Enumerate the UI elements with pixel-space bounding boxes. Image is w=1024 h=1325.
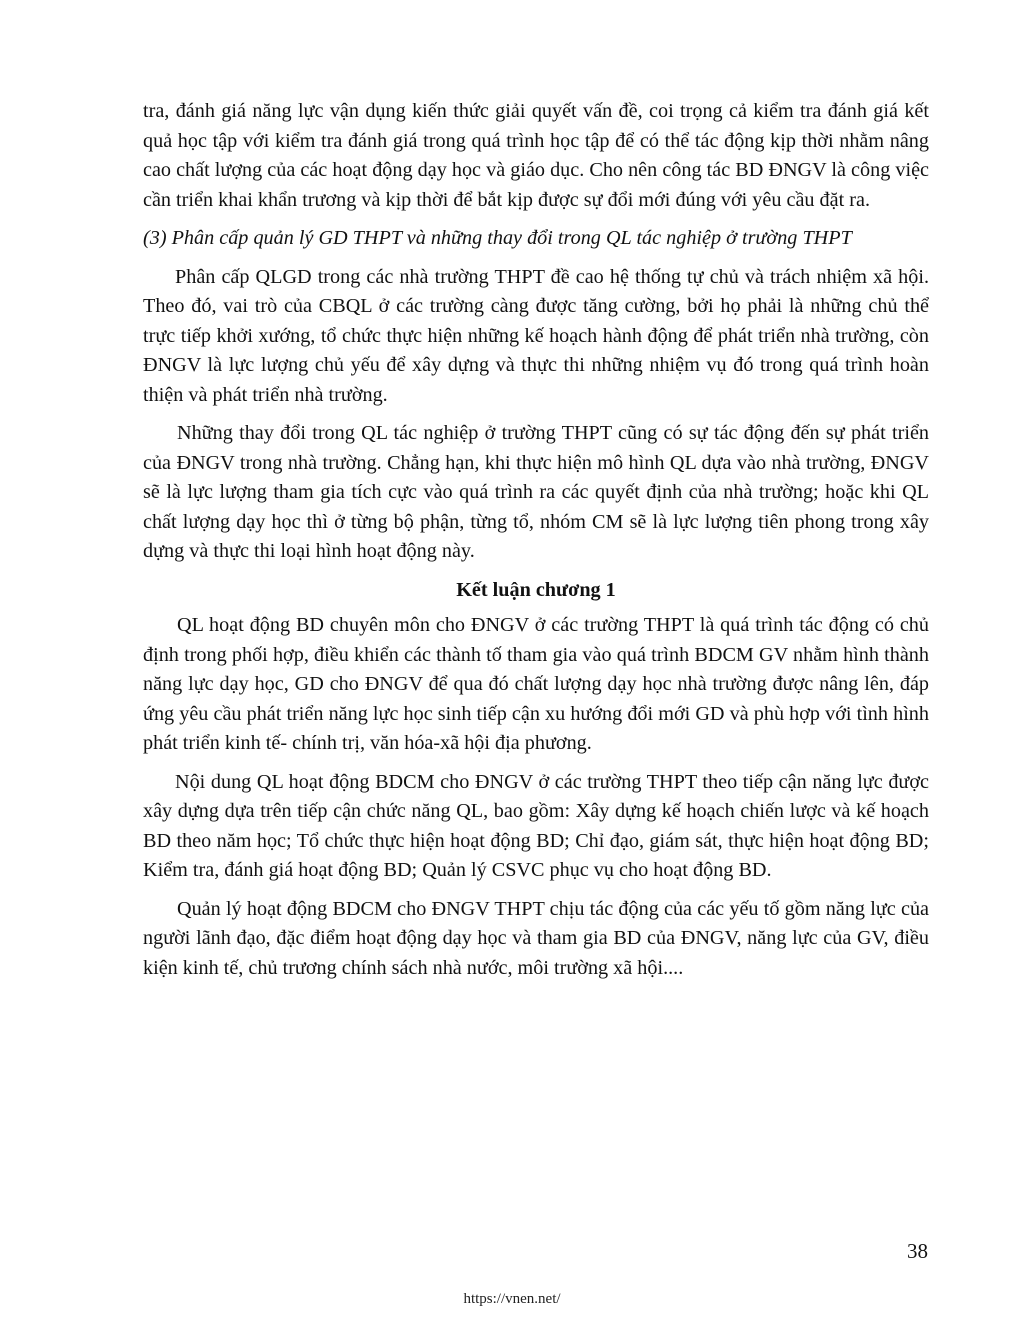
footer-url: https://vnen.net/ bbox=[463, 1291, 561, 1307]
paragraph-changes: Những thay đổi trong QL tác nghiệp ở trường THPT cũng có sự tác động đến sự phát triển của ĐNGV trong nhà trường. Chẳng hạn, khi thực hiện mô hình QL dựa vào nhà trường, ĐNGV sẽ là lực lượng tham gia tích cực vào quá trình ra các quyết định của nhà trường; hoặc khi QL chất lượng dạy học thì ở từng bộ phận, từng tổ, nhóm CM sẽ là lực lượng tiên phong trong xây dựng và thực thi loại hình hoạt động này. bbox=[143, 422, 929, 562]
subsection-heading: (3) Phân cấp quản lý GD THPT và những thay đổi trong QL tác nghiệp ở trường THPT bbox=[143, 227, 852, 249]
paragraph-conclusion-2: Nội dung QL hoạt động BDCM cho ĐNGV ở các trường THPT theo tiếp cận năng lực được xây dựng dựa trên tiếp cận chức năng QL, bao gồm: Xây dựng kế hoạch chiến lược và kế hoạch BD theo năm học; Tổ chức thực hiện hoạt động BD; Chỉ đạo, giám sát, thực hiện hoạt động BD; Kiểm tra, đánh giá hoạt động BD; Quản lý CSVC phục vụ cho hoạt động BD. bbox=[143, 770, 929, 881]
paragraph-conclusion-1: QL hoạt động BD chuyên môn cho ĐNGV ở các trường THPT là quá trình tác động có chủ định trong phối hợp, điều khiển các thành tố tham gia vào quá trình BDCM GV nhằm hình thành năng lực dạy học, GD cho ĐNGV để qua đó chất lượng dạy học nhà trường được nâng lên, đáp ứng yêu cầu phát triển năng lực học sinh tiếp cận xu hướng đổi mới GD và phù hợp với tình hình phát triển kinh tế- chính trị, văn hóa-xã hội địa phương. bbox=[143, 614, 929, 754]
paragraph-continuation: tra, đánh giá năng lực vận dụng kiến thức giải quyết vấn đề, coi trọng cả kiểm tra đánh giá kết quả học tập với kiểm tra đánh giá trong quá trình học tập để có thể tác động kịp thời nhằm nâng cao chất lượng của các hoạt động dạy học và giáo dục. Cho nên công tác BD ĐNGV là công việc cần triển khai khẩn trương và kịp thời để bắt kịp được sự đổi mới đúng với yêu cầu đặt ra. bbox=[143, 100, 929, 211]
paragraph-decentralization: Phân cấp QLGD trong các nhà trường THPT đề cao hệ thống tự chủ và trách nhiệm xã hội. Theo đó, vai trò của CBQL ở các trường càng được tăng cường, bởi họ phải là những chủ thể trực tiếp khởi xướng, tổ chức thực hiện những kế hoạch hành động để phát triển nhà trường, còn ĐNGV là lực lượng chủ yếu để xây dựng và thực thi những nhiệm vụ đó trong quá trình hoàn thiện và phát triển nhà trường. bbox=[143, 265, 929, 406]
paragraph-conclusion-3: Quản lý hoạt động BDCM cho ĐNGV THPT chịu tác động của các yếu tố gồm năng lực của người lãnh đạo, đặc điểm hoạt động dạy học và tham gia BD của ĐNGV, năng lực của GV, điều kiện kinh tế, chủ trương chính sách nhà nước, môi trường xã hội.... bbox=[143, 897, 929, 979]
document-body bbox=[143, 97, 929, 992]
section-heading-conclusion: Kết luận chương 1 bbox=[456, 578, 616, 601]
page-number: 38 bbox=[907, 1239, 928, 1263]
